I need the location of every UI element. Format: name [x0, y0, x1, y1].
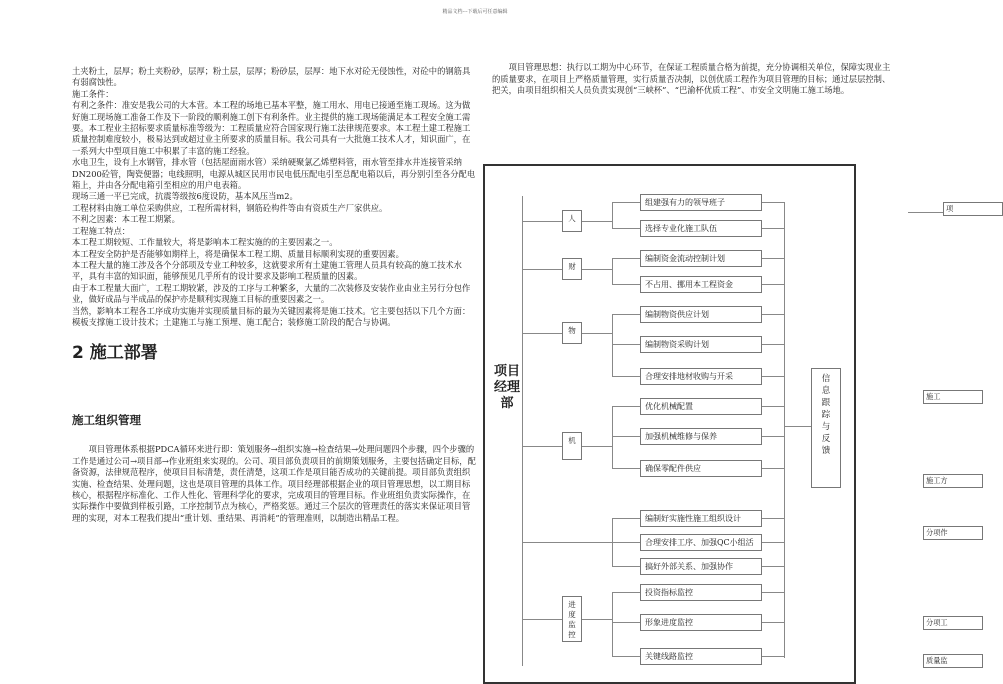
connector-line — [762, 622, 784, 623]
connector-line — [762, 542, 784, 543]
page-header: 精品文档---下载后可任意编辑 — [442, 9, 508, 15]
connector-line — [762, 468, 784, 469]
body-paragraph: 土夹粉土，层厚；粉土夹粉砂，层厚；粉土层，层厚；粉砂层，层厚：地下水对砼无侵蚀性，对砼中的钢筋具有弱腐蚀性。 — [72, 66, 471, 88]
body-paragraph: 当然，影响本工程各工序成功实施并实现质量目标的最为关键因素将是施工技术。它主要包括以下几个方面：模板支撑施工设计技术；土建施工与施工预埋、施工配合；装修施工阶段的配合与协调。 — [72, 305, 471, 327]
connector-line — [522, 333, 562, 334]
diagram-item-box: 编制好实施性施工组织设计 — [640, 510, 762, 527]
connector-line — [762, 406, 784, 407]
connector-line — [612, 228, 640, 229]
category-box: 机 — [562, 432, 582, 460]
connector-line — [522, 269, 562, 270]
right-column — [492, 62, 896, 97]
connector-line — [612, 622, 640, 623]
clipped-diagram-right — [905, 164, 954, 672]
body-paragraph: 本工程工期较短、工作量较大，将是影响本工程实施的的主要因素之一。 — [72, 237, 338, 248]
category-box: 进度监控 — [562, 596, 582, 642]
diagram-item-box: 不占用、挪用本工程资金 — [640, 276, 762, 293]
section-heading: 2 施工部署 — [72, 343, 158, 364]
connector-line — [582, 542, 612, 543]
clipped-item-box: 施工 — [923, 390, 983, 404]
diagram-item-box: 编制资金流动控制计划 — [640, 250, 762, 267]
diagram-item-box: 选择专业化施工队伍 — [640, 220, 762, 237]
connector-line — [762, 284, 784, 285]
connector-line — [612, 258, 640, 259]
connector-line — [612, 376, 640, 377]
clipped-item-box: 分项工 — [923, 616, 983, 630]
diagram-item-box: 优化机械配置 — [640, 398, 762, 415]
connector-line — [762, 566, 784, 567]
diagram-item-box: 加强机械维修与保养 — [640, 428, 762, 445]
left-column — [72, 66, 476, 524]
org-diagram — [483, 164, 856, 684]
connector-line — [612, 592, 640, 593]
connector-line — [762, 228, 784, 229]
clipped-item-box: 施工方 — [923, 474, 983, 488]
category-box: 人 — [562, 210, 582, 232]
connector-line — [612, 314, 613, 377]
diagram-item-box: 组建强有力的领导班子 — [640, 194, 762, 211]
diagram-item-box: 形象进度监控 — [640, 614, 762, 631]
connector-line — [582, 333, 612, 334]
connector-line — [612, 344, 640, 345]
connector-line — [784, 202, 785, 658]
connector-line — [612, 314, 640, 315]
diagram-item-box: 编制物资供应计划 — [640, 306, 762, 323]
connector-line — [522, 619, 562, 620]
left-paragraph-list — [72, 66, 476, 328]
connector-line — [762, 314, 784, 315]
body-paragraph: 有利之条件：准安是我公司的大本营。本工程的场地已基本平整，施工用水、用电已接通至施工现场。这为做好施工现场施工准备工作及下一阶段的顺利施工创下有利条件。业主提供的施工现场能满足本工程安全施工需要。本工程业主招标要求质量标准等级为：工程质量应符合国家现行施工法律规范要求。本工程土建工程施工质量控制难度较小，极易达到或超过业主所要求的质量目标。我公司具有一大批施工技术人才，知识面广，在一系列大中型项目施工中积累了丰富的施工经验。 — [72, 100, 471, 156]
diagram-pm-label: 项目经理部 — [493, 364, 520, 411]
diagram-item-box: 确保零配件供应 — [640, 460, 762, 477]
connector-line — [612, 258, 613, 285]
connector-line — [612, 592, 613, 657]
category-box: 物 — [562, 322, 582, 344]
connector-line — [582, 269, 612, 270]
connector-line — [522, 446, 562, 447]
connector-line — [582, 221, 612, 222]
connector-line — [612, 284, 640, 285]
connector-line — [612, 468, 640, 469]
connector-line — [582, 619, 612, 620]
diagram-item-box: 投资指标监控 — [640, 584, 762, 601]
diagram-item-box: 关键线路监控 — [640, 648, 762, 665]
diagram-item-box: 合理安排地材收购与开采 — [640, 368, 762, 385]
body-paragraph: 项目管理思想：执行以工期为中心环节，在保证工程质量合格为前提，充分协调相关单位，保障实现业主的质量要求，在项目上严格质量管理，实行质量否决制，以创优质工程作为项目管理的目标；通过层层控制、把关，由项目组织相关人员负责实现创“三峡杯”、“巴渝杯优质工程”、市安全文明施工施工场地。 — [492, 62, 891, 96]
clipped-item-box: 质量监 — [923, 654, 983, 668]
connector-line — [762, 656, 784, 657]
connector-line — [522, 542, 582, 543]
clipped-item-box: 项 — [943, 202, 1003, 216]
body-paragraph: 工程施工特点： — [72, 225, 131, 236]
connector-line — [784, 426, 811, 427]
connector-line — [908, 212, 943, 213]
body-paragraph: 本工程安全防护是否能够如期样上，将是确保本工程工期、质量目标顺利实现的重要因素。 — [72, 248, 404, 259]
body-paragraph: 本工程大量的施工涉及各个分部项及专业工种较多，这就要求所有土建施工管理人员具有较高的施工技术水平，具有丰富的知识面，能够预见几乎所有的设计要求及影响工程质量的因素。 — [72, 259, 462, 282]
connector-line — [762, 592, 784, 593]
connector-line — [762, 258, 784, 259]
body-paragraph: 由于本工程量大面广，工程工期较紧，涉及的工序与工种繁多，大量的二次装修及安装作业由业主另行分包作业，做好成品与半成品的保护亦是顺利实现施工目标的重要因素之一。 — [72, 282, 471, 305]
connector-line — [762, 202, 784, 203]
subsection-heading: 施工组织管理 — [72, 413, 141, 428]
connector-line — [612, 202, 613, 229]
body-paragraph: 施工条件： — [72, 88, 114, 99]
connector-line — [612, 406, 640, 407]
connector-line — [612, 542, 640, 543]
body-paragraph: 现场三通一平已完成，抗震等级按6度设防，基本风压当m2。 — [72, 191, 298, 202]
category-box: 财 — [562, 258, 582, 280]
diagram-feedback-box: 信息跟踪与反馈 — [811, 368, 841, 488]
body-paragraph: 工程材料由施工单位采购供应，工程所需材料，钢筋砼构件等由有资质生产厂家供应。 — [72, 202, 388, 213]
connector-line — [762, 344, 784, 345]
connector-line — [612, 566, 640, 567]
diagram-item-box: 编制物资采购计划 — [640, 336, 762, 353]
body-paragraph: 水电卫生，设有上水钢管，排水管（包括屋面雨水管）采纳硬聚氯乙烯塑料管，雨水管至排水井连接管采纳DN200砼管，陶瓷便器；电线照明，电源从城区民用市民电低压配电引至总配电箱以后，再分别引至各分配电箱上，并由各分配电箱引至相应的用户电表箱。 — [72, 157, 476, 191]
connector-line — [612, 518, 640, 519]
clipped-item-box: 分项作 — [923, 526, 983, 540]
connector-line — [612, 202, 640, 203]
connector-line — [762, 518, 784, 519]
connector-line — [612, 656, 640, 657]
body-paragraph: 不利之因素：本工程工期紧。 — [72, 214, 180, 225]
body-paragraph: 项目管理体系根据PDCA循环来进行即：策划服务→组织实施→检查结果→处理问题四个步骤，四个步骤的工作是通过公司→项目部→作业班组来实现的。公司、项目部负责项目的前期策划服务，主要包括确定目标，配备资源，法律规范程序，使项目目标清楚，责任清楚，这项工作是项目能否成功的关键前提。项目部负责组织实施、检查结果、处理问题，这也是项目管理的具体工作。项目经理部根据企业的项目管理思想，以工期目标核心，根据程序标准化、工作人性化、管理科学化的要求，完成项目的管理目标。作业班组负责实际操作，在实际操作中要做到样板引路，工序控制节点为核心，严格奖惩。通过三个层次的管理责任的落实来保证项目管理的实现，对本工程我们提出“重计划、重结果、再消耗”的管理准则，以制造出精品工程。 — [72, 444, 476, 523]
connector-line — [612, 406, 613, 469]
connector-line — [612, 436, 640, 437]
diagram-item-box: 合理安排工序、加强QC小组活 — [640, 534, 762, 551]
connector-line — [762, 376, 784, 377]
connector-line — [522, 196, 523, 666]
connector-line — [522, 221, 562, 222]
connector-line — [582, 446, 612, 447]
connector-line — [762, 436, 784, 437]
diagram-item-box: 搞好外部关系、加强协作 — [640, 558, 762, 575]
